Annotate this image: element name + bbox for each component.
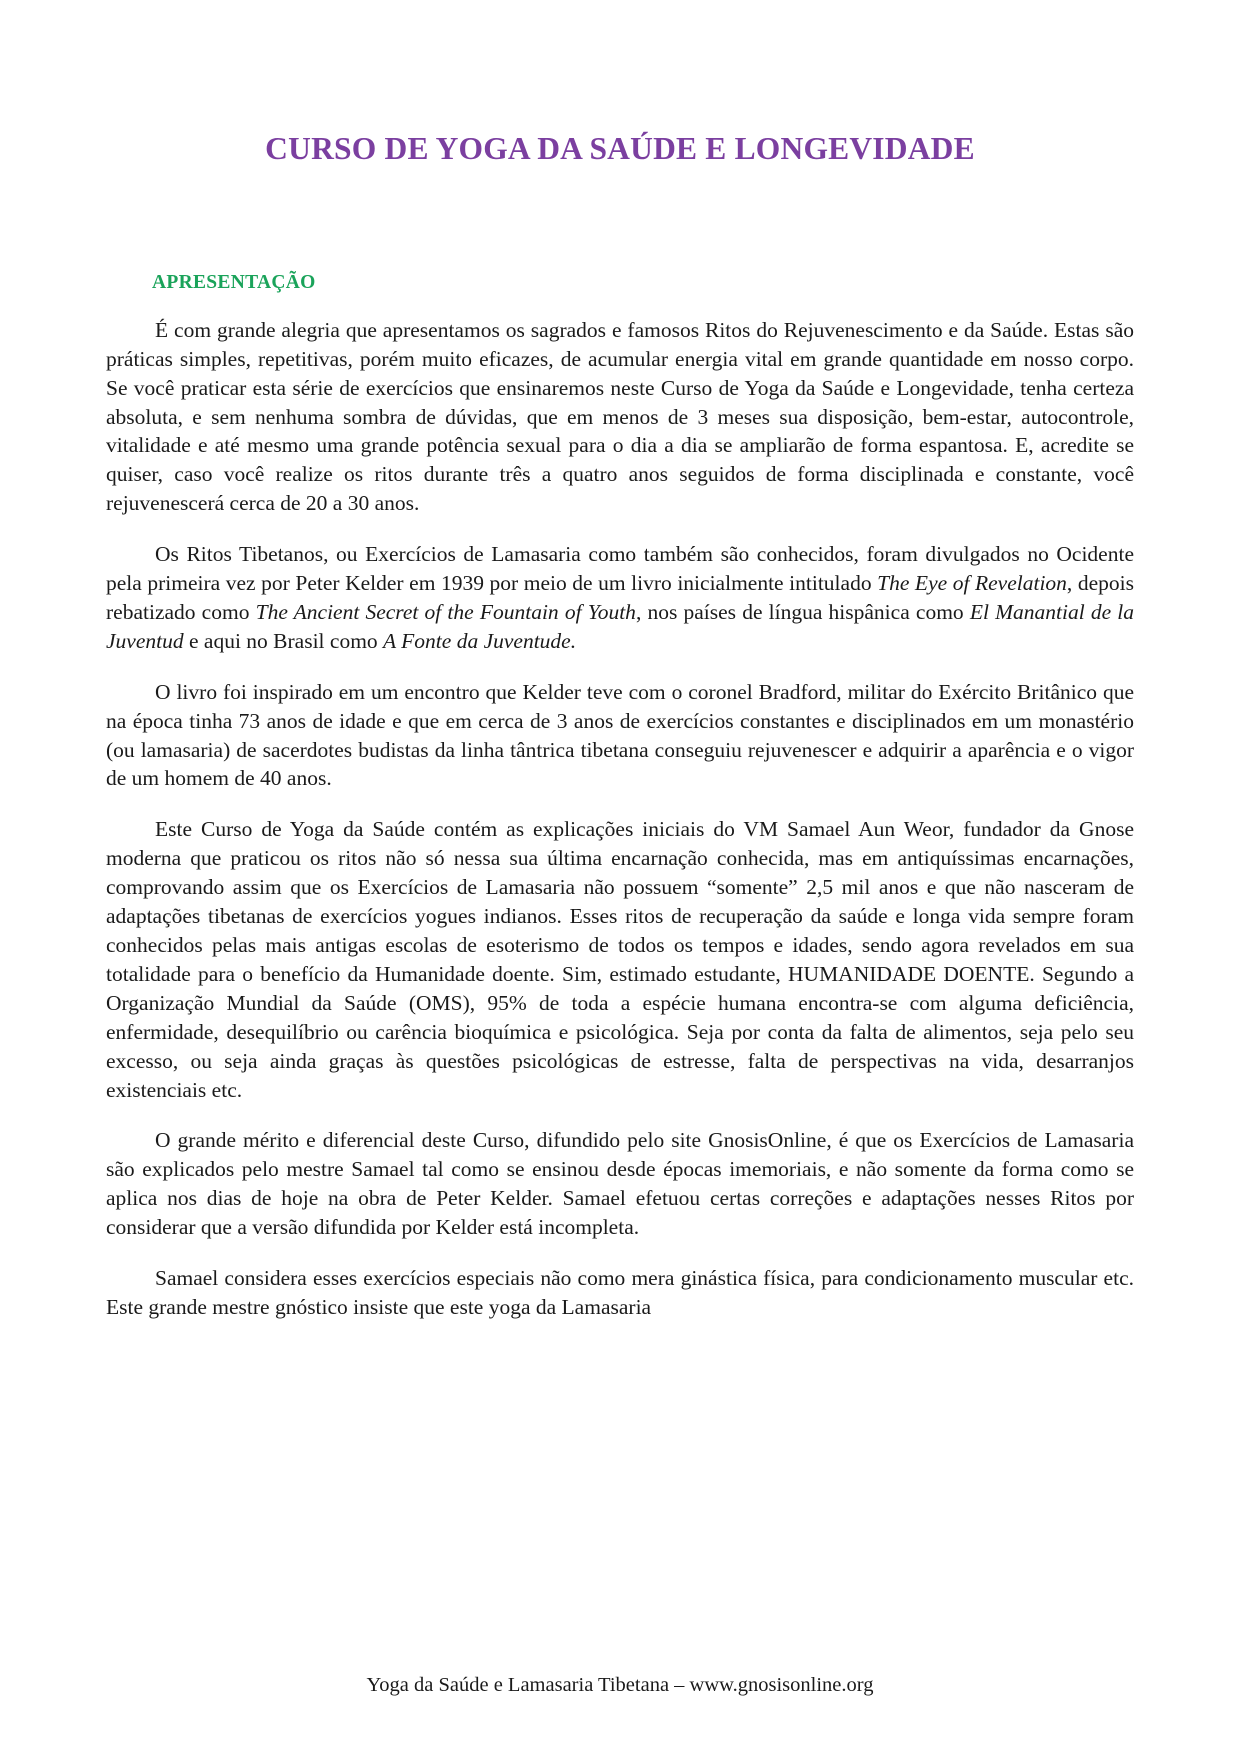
body-text-column — [106, 316, 1134, 1322]
paragraph: Os Ritos Tibetanos, ou Exercícios de Lamasaria como também são conhecidos, foram divulgados no Ocidente pela primeira vez por Peter Kelder em 1939 por meio de um livro inicialmente intitulado The Eye of Revelation, depois rebatizado como The Ancient Secret of the Fountain of Youth, nos países de língua hispânica como El Manantial de la Juventud e aqui no Brasil como A Fonte da Juventude. — [106, 542, 1135, 653]
page-title: CURSO DE YOGA DA SAÚDE E LONGEVIDADE — [265, 131, 975, 166]
paragraph: O grande mérito e diferencial deste Curso, difundido pelo site GnosisOnline, é que os Exercícios de Lamasaria são explicados pelo mestre Samael tal como se ensinou desde épocas imemoriais, e não somente da forma como se aplica nos dias de hoje na obra de Peter Kelder. Samael efetuou certas correções e adaptações nesses Ritos por considerar que a versão difundida por Kelder está incompleta. — [106, 1128, 1134, 1240]
paragraph: Samael considera esses exercícios especiais não como mera ginástica física, para condicionamento muscular etc. Este grande mestre gnóstico insiste que este yoga da Lamasaria — [106, 1266, 1134, 1319]
page-footer: Yoga da Saúde e Lamasaria Tibetana – www.gnosisonline.org — [366, 1674, 874, 1696]
paragraph: É com grande alegria que apresentamos os sagrados e famosos Ritos do Rejuvenescimento e da Saúde. Estas são práticas simples, repetitivas, porém muito eficazes, de acumular energia vital em grande quantidade em nosso corpo. Se você praticar esta série de exercícios que ensinaremos neste Curso de Yoga da Saúde e Longevidade, tenha certeza absoluta, e sem nenhuma sombra de dúvidas, que em menos de 3 meses sua disposição, bem-estar, autocontrole, vitalidade e até mesmo uma grande potência sexual para o dia a dia se ampliarão de forma espantosa. E, acredite se quiser, caso você realize os ritos durante três a quatro anos seguidos de forma disciplinada e constante, você rejuvenescerá cerca de 20 a 30 anos. — [106, 317, 1134, 516]
paragraph: O livro foi inspirado em um encontro que Kelder teve com o coronel Bradford, militar do Exército Britânico que na época tinha 73 anos de idade e que em cerca de 3 anos de exercícios constantes e disciplinados em um monastério (ou lamasaria) de sacerdotes budistas da linha tântrica tibetana conseguiu rejuvenescer e adquirir a aparência e o vigor de um homem de 40 anos. — [106, 679, 1134, 791]
paragraph: Este Curso de Yoga da Saúde contém as explicações iniciais do VM Samael Aun Weor, fundador da Gnose moderna que praticou os ritos não só nessa sua última encarnação conhecida, mas em antiquíssimas encarnações, comprovando assim que os Exercícios de Lamasaria não possuem “somente” 2,5 mil anos e que não nasceram de adaptações tibetanas de exercícios yogues indianos. Esses ritos de recuperação da saúde e longa vida sempre foram conhecidos pelas mais antigas escolas de esoterismo de todos os tempos e idades, sendo agora revelados em sua totalidade para o benefício da Humanidade doente. Sim, estimado estudante, HUMANIDADE DOENTE. Segundo a Organização Mundial da Saúde (OMS), 95% de toda a espécie humana encontra-se com alguma deficiência, enfermidade, desequilíbrio ou carência bioquímica e psicológica. Seja por conta da falta de alimentos, seja pelo seu excesso, ou seja ainda graças às questões psicológicas de estresse, falta de perspectivas na vida, desarranjos existenciais etc. — [106, 817, 1134, 1102]
section-heading-apresentacao: APRESENTAÇÃO — [152, 271, 316, 293]
